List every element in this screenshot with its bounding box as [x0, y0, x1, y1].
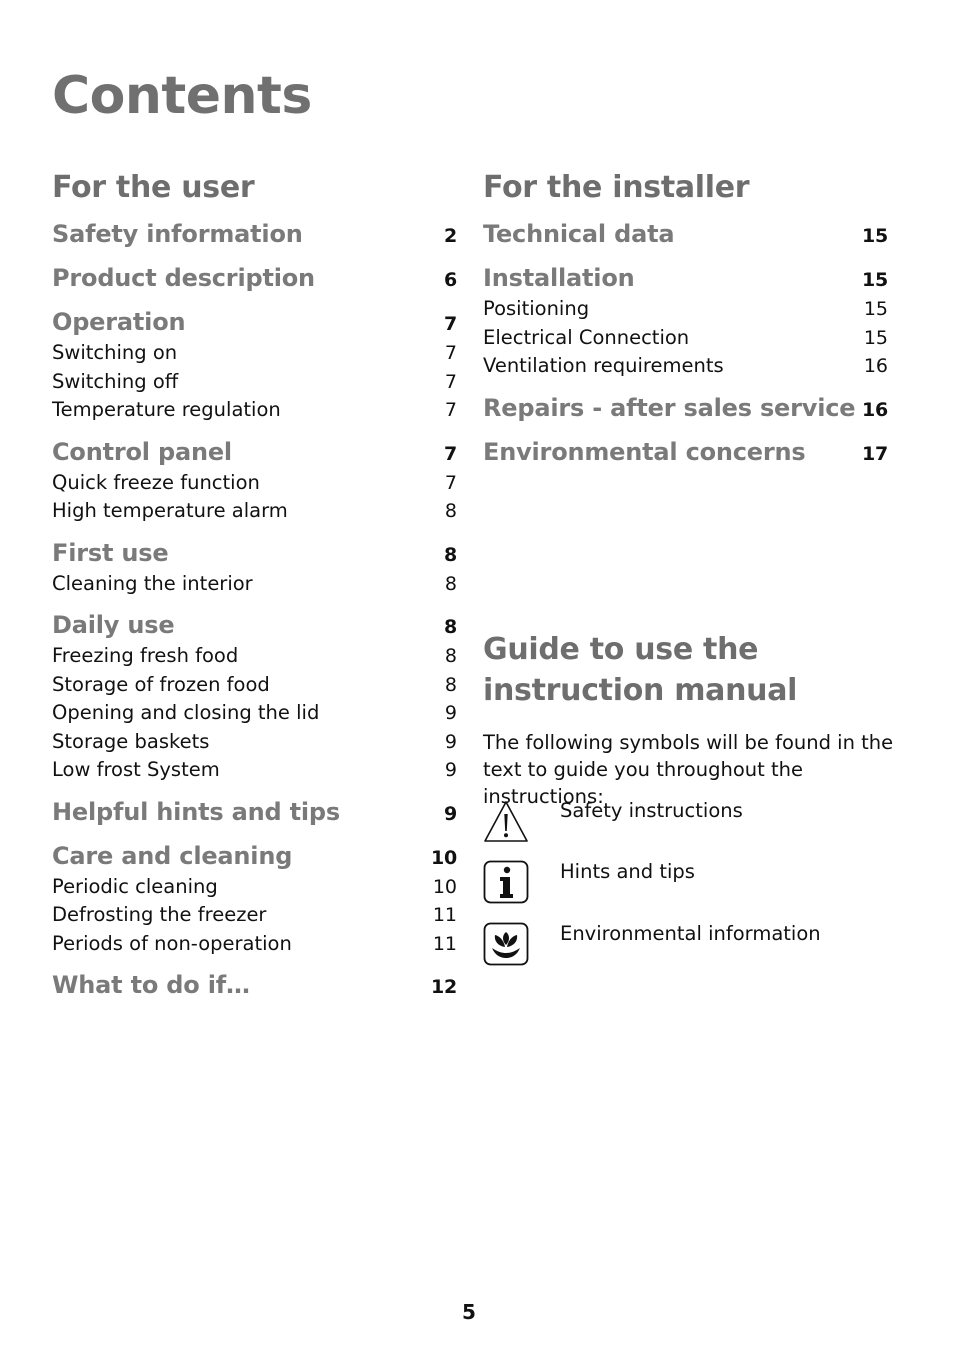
toc-entry-title: Repairs - after sales service: [483, 393, 856, 422]
toc-subentry-title: Positioning: [483, 297, 590, 320]
toc-subentry: [52, 469, 457, 498]
toc-entry-title: Operation: [52, 308, 186, 336]
toc-subentry-page: 16: [863, 355, 888, 377]
toc-subentry-title: Quick freeze function: [52, 470, 260, 494]
toc-entry-page: 12: [430, 976, 457, 998]
toc-entry: [483, 437, 888, 469]
toc-entry: [52, 538, 457, 570]
info-icon: [483, 860, 529, 906]
toc-entry-title: Safety information: [52, 220, 303, 248]
toc-subentry-title: Ventilation requirements: [483, 354, 724, 377]
toc-subentry-page: 7: [444, 370, 457, 393]
toc-entry-title: Daily use: [52, 611, 175, 639]
toc-subentry: [52, 396, 457, 425]
toc-subentry-title: Periods of non-operation: [52, 931, 292, 955]
symbol-label-environment: Environmental information: [560, 922, 821, 945]
guide-heading: [483, 629, 913, 711]
symbol-row-environment: [483, 922, 821, 968]
toc-entry-page: 7: [443, 313, 457, 335]
toc-entry-title: Installation: [483, 264, 635, 292]
toc-entry: [52, 437, 457, 469]
guide-heading-line1: Guide to use the: [483, 632, 759, 667]
toc-subentry-title: Low frost System: [52, 758, 220, 781]
toc-subentry-page: 10: [432, 875, 457, 898]
toc-subentry: [52, 756, 457, 785]
toc-subentry-title: Freezing fresh food: [52, 644, 239, 667]
toc-subentry-page: 11: [432, 904, 457, 926]
user-section: [52, 170, 457, 1002]
toc-subentry-title: Storage of frozen food: [52, 672, 270, 696]
toc-subentry: [52, 901, 457, 930]
toc-subentry: [52, 671, 457, 700]
toc-subentry-page: 8: [444, 645, 457, 667]
toc-subentry: [52, 368, 457, 397]
toc-entry-page: 10: [430, 846, 457, 869]
toc-subentry-page: 9: [444, 759, 457, 781]
toc-subentry-title: Opening and closing the lid: [52, 701, 320, 724]
warning-triangle-icon: [483, 799, 529, 845]
symbol-row-hints: [483, 860, 695, 906]
toc-entry: [52, 610, 457, 642]
toc-subentry-page: 8: [444, 673, 457, 696]
toc-entry-page: 8: [443, 543, 457, 566]
toc-subentry: [52, 339, 457, 368]
toc-subentry: [483, 295, 888, 324]
toc-entry-title: Environmental concerns: [483, 437, 806, 466]
toc-subentry: [52, 873, 457, 902]
toc-subentry: [52, 570, 457, 599]
toc-entry: [52, 797, 457, 829]
toc-entry-page: 8: [443, 616, 457, 638]
toc-entry: [52, 970, 457, 1002]
toc-subentry-title: Periodic cleaning: [52, 874, 218, 898]
toc-subentry: [483, 324, 888, 353]
toc-entry-title: Control panel: [52, 437, 232, 466]
toc-subentry-title: Cleaning the interior: [52, 571, 253, 595]
installer-toc-list: [483, 219, 888, 469]
toc-subentry-title: Defrosting the freezer: [52, 903, 267, 926]
toc-entry-page: 9: [443, 802, 457, 825]
installer-section-heading: For the installer: [483, 170, 750, 205]
user-section-heading: For the user: [52, 170, 255, 205]
toc-subentry-title: Switching on: [52, 341, 178, 364]
symbol-row-safety: [483, 799, 743, 845]
toc-subentry-title: Switching off: [52, 369, 179, 393]
toc-subentry-page: 8: [444, 572, 457, 595]
toc-entry-page: 6: [443, 269, 457, 291]
toc-subentry: [52, 642, 457, 671]
toc-subentry: [52, 699, 457, 728]
toc-entry-page: 15: [861, 269, 888, 291]
toc-entry-title: First use: [52, 538, 169, 567]
toc-entry-page: 16: [861, 398, 888, 421]
toc-subentry-page: 7: [444, 342, 457, 364]
toc-subentry: [483, 352, 888, 381]
toc-subentry-page: 7: [444, 399, 457, 421]
toc-entry-title: Care and cleaning: [52, 841, 293, 870]
toc-subentry: [52, 497, 457, 526]
toc-subentry-title: Storage baskets: [52, 729, 210, 753]
toc-entry-page: 7: [443, 442, 457, 465]
toc-entry: [52, 841, 457, 873]
toc-subentry-page: 15: [863, 326, 888, 349]
guide-heading-line2: instruction manual: [483, 673, 798, 708]
toc-entry-page: 15: [861, 225, 888, 247]
toc-entry-title: What to do if…: [52, 971, 250, 999]
page-number: 5: [462, 1300, 476, 1324]
symbol-label-hints: Hints and tips: [560, 860, 695, 883]
toc-subentry-page: 8: [444, 500, 457, 522]
toc-entry: [483, 263, 888, 295]
toc-entry: [483, 219, 888, 251]
user-toc-list: [52, 219, 457, 1002]
toc-entry-page: 17: [861, 442, 888, 465]
toc-entry: [483, 393, 888, 425]
toc-entry-title: Product description: [52, 264, 315, 292]
toc-subentry-title: Electrical Connection: [483, 325, 690, 349]
toc-subentry-page: 11: [432, 932, 457, 955]
environment-leaf-icon: [483, 922, 529, 968]
toc-subentry-page: 15: [863, 298, 888, 320]
toc-subentry-page: 9: [444, 730, 457, 753]
toc-entry-page: 2: [443, 225, 457, 247]
toc-subentry: [52, 930, 457, 959]
toc-entry-title: Helpful hints and tips: [52, 797, 340, 826]
toc-entry: [52, 307, 457, 339]
toc-subentry-page: 9: [444, 702, 457, 724]
installer-section: [483, 170, 888, 469]
toc-entry: [52, 263, 457, 295]
toc-subentry-page: 7: [444, 471, 457, 494]
guide-section: [483, 629, 913, 810]
guide-intro: The following symbols will be found in the text to guide you throughout the instructions:: [483, 731, 894, 808]
page-title: Contents: [52, 66, 312, 126]
toc-entry-title: Technical data: [483, 220, 675, 248]
toc-subentry: [52, 728, 457, 757]
toc-entry: [52, 219, 457, 251]
symbol-label-safety: Safety instructions: [560, 799, 743, 822]
toc-subentry-title: Temperature regulation: [52, 398, 281, 421]
toc-subentry-title: High temperature alarm: [52, 499, 288, 522]
